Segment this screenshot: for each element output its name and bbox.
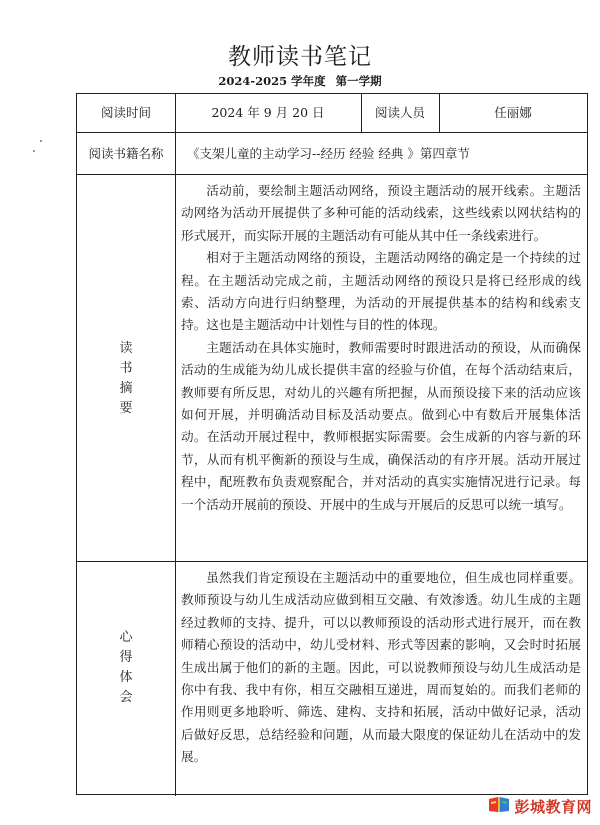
page-title: 教师读书笔记 <box>228 44 372 70</box>
summary-text <box>181 180 581 516</box>
book-name-value: 《支架儿童的主动学习--经历 经验 经典 》第四章节 <box>187 146 470 161</box>
reader-value: 任丽娜 <box>494 105 532 120</box>
reflection-label-char: 心 <box>119 630 133 645</box>
summary-paragraph: 活动前，要绘制主题活动网络，预设主题活动的展开线索。主题活动网络为活动开展提供了多种可能的活动线索，这些线索以网状结构的形式展开，而实际开展的主题活动有可能从其中任一条线索进行。 <box>181 183 581 243</box>
read-time-value: 2024 年 9 月 20 日 <box>211 105 325 120</box>
reflection-label-char: 体 <box>119 670 133 685</box>
reflection-label-char: 会 <box>119 690 133 705</box>
row-divider <box>77 174 587 175</box>
column-divider <box>175 94 176 796</box>
notes-table <box>76 93 588 795</box>
school-term: 第一学期 <box>335 74 382 88</box>
summary-label-char: 要 <box>119 401 133 416</box>
read-time-label: 阅读时间 <box>100 105 151 120</box>
row-divider <box>77 561 587 562</box>
scan-speck-icon <box>40 140 42 142</box>
summary-label-char: 摘 <box>119 381 133 396</box>
book-name-label: 阅读书籍名称 <box>88 146 164 161</box>
site-watermark <box>488 795 592 817</box>
school-year: 2024-2025 学年度 <box>218 74 326 88</box>
watermark-text: 彭城教育网 <box>514 797 592 816</box>
summary-label-char: 读 <box>119 341 133 356</box>
book-logo-icon <box>488 794 510 818</box>
reader-label: 阅读人员 <box>374 105 425 120</box>
row-divider <box>77 132 587 133</box>
page-subtitle <box>0 73 600 89</box>
summary-label-char: 书 <box>119 361 133 376</box>
reflection-label <box>116 628 136 708</box>
summary-paragraph: 相对于主题活动网络的预设，主题活动网络的确定是一个持续的过程。在主题活动完成之前，主题活动网络的预设只是将已经形成的线索、活动方向进行归纳整理，为活动的开展提供基本的结构和线索支持。这也是主题活动中计划性与目的性的体现。 <box>181 250 581 333</box>
summary-paragraph: 主题活动在具体实施时，教师需要时时跟进活动的预设，从而确保活动的生成能为幼儿成长提供丰富的经验与价值，在每个活动结束后，教师要有所反思，对幼儿的兴趣有所把握，从而预设接下来的活动应该如何开展，并明确活动目标及活动要点。做到心中有数后开展集体活动。在活动开展过程中，教师根据实际需要。会生成新的内容与新的环节，从而有机平衡新的预设与生成，确保活动的有序开展。活动开展过程中，配班教布负责观察配合，并对活动的真实实施情况进行记录。每一个活动开展前的预设、开展中的生成与开展后的反思可以统一填写。 <box>181 339 581 512</box>
summary-label <box>116 339 136 419</box>
reflection-label-char: 得 <box>119 650 133 665</box>
reflection-paragraph: 虽然我们肯定预设在主题活动中的重要地位，但生成也同样重要。教师预设与幼儿生成活动应做到相互交融、有效渗透。幼儿生成的主题经过教师的支持、提升，可以以教师预设的活动形式进行展开，而在教师精心预设的活动中，幼儿受材料、形式等因素的影响，又会时时拓展生成出属于他们的新的主题。因此，可以说教师预设与幼儿生成活动是你中有我、我中有你，相互交融相互递进，周而复始的。而我们老师的作用则更多地聆听、筛选、建构、支持和拓展，活动中做好记录，活动后做好反思，总结经验和问题，从而最大限度的保证幼儿在活动中的发展。 <box>181 570 581 765</box>
reflection-text <box>181 567 581 769</box>
scan-speck-icon <box>33 150 35 152</box>
